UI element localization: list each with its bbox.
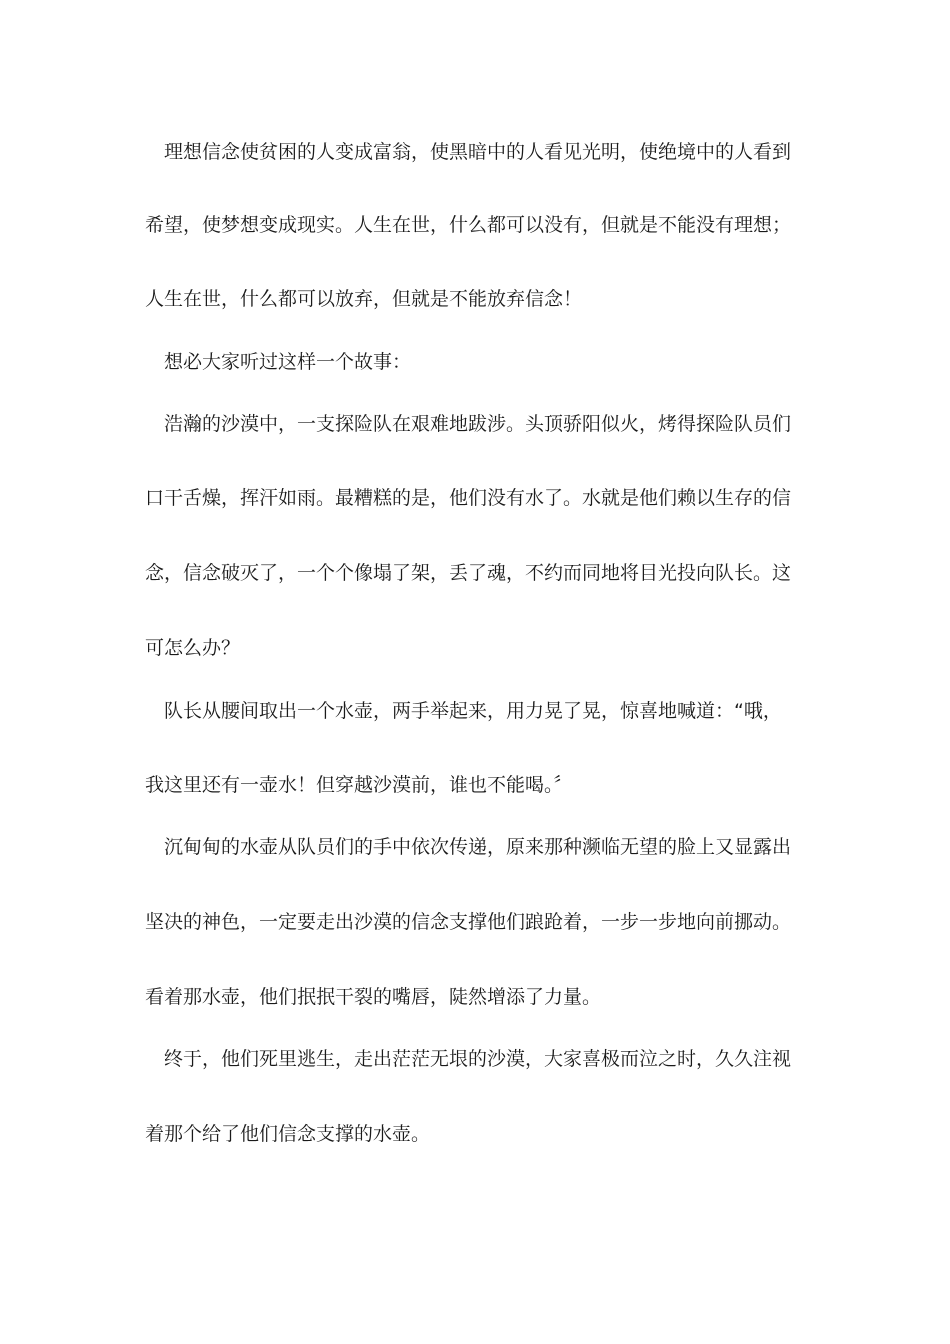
paragraph-3-line-1: 浩瀚的沙漠中，一支探险队在艰难地跋涉。头顶骄阳似火，烤得探险队员们 [164,413,792,435]
paragraph-3-line-4: 可怎么办？ [145,637,241,659]
paragraph-5-line-3: 看着那水壶，他们抿抿干裂的嘴唇，陡然增添了力量。 [145,986,602,1008]
paragraph-4-line-2: 我这里还有一壶水！但穿越沙漠前，谁也不能喝。〞 [145,774,573,796]
paragraph-3-line-3: 念，信念破灭了，一个个像塌了架，丢了魂，不约而同地将目光投向队长。这 [145,562,792,584]
paragraph-6-line-1: 终于，他们死里逃生，走出茫茫无垠的沙漠，大家喜极而泣之时，久久注视 [164,1048,792,1070]
paragraph-1-line-1: 理想信念使贫困的人变成富翁，使黑暗中的人看见光明，使绝境中的人看到 [164,141,792,163]
paragraph-4-line-1: 队长从腰间取出一个水壶，两手举起来，用力晃了晃，惊喜地喊道：“哦， [164,700,782,722]
paragraph-5-line-1: 沉甸甸的水壶从队员们的手中依次传递，原来那种濒临无望的脸上又显露出 [164,836,792,858]
paragraph-2-line-1: 想必大家听过这样一个故事： [164,351,412,373]
paragraph-3-line-2: 口干舌燥，挥汗如雨。最糟糕的是，他们没有水了。水就是他们赖以生存的信 [145,487,792,509]
paragraph-5-line-2: 坚决的神色，一定要走出沙漠的信念支撑他们踉跄着，一步一步地向前挪动。 [145,911,792,933]
paragraph-1-line-2: 希望，使梦想变成现实。人生在世，什么都可以没有，但就是不能没有理想； [145,214,792,236]
paragraph-1-line-3: 人生在世，什么都可以放弃，但就是不能放弃信念！ [145,288,583,310]
paragraph-6-line-2: 着那个给了他们信念支撑的水壶。 [145,1123,431,1145]
